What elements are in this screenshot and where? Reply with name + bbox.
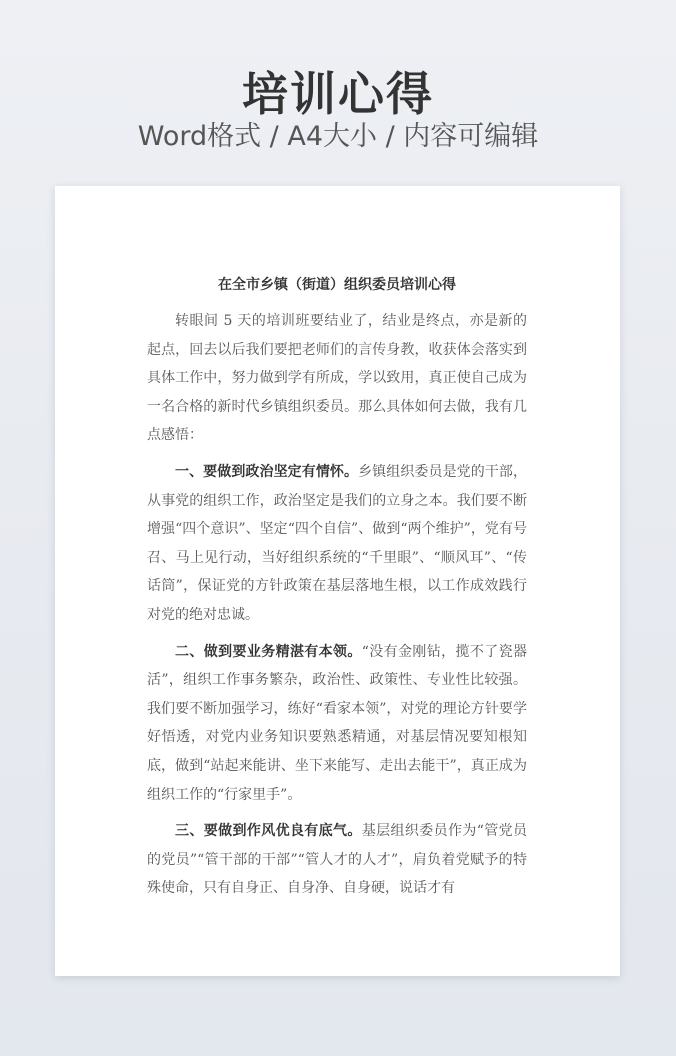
document-page <box>55 186 620 976</box>
paragraph-lead: 三、要做到作风优良有底气。 <box>175 823 362 840</box>
page-header <box>0 0 676 180</box>
paragraph-text: 转眼间 5 天的培训班要结业了，结业是终点，亦是新的起点，回去以后我们要把老师们的言传身教，收获体会落实到具体工作中，努力做到学有所成，学以致用，真正使自己成为一名合格的新时代乡镇组织委员。那么具体如何去做，我有几点感悟： <box>147 313 527 444</box>
paragraph-text: 乡镇组织委员是党的干部，从事党的组织工作，政治坚定是我们的立身之本。我们要不断增强“四个意识”、坚定“四个自信”、做到“两个维护”，党有号召、马上见行动，当好组织系统的“千里眼”、“顺风耳”、“传话筒”，保证党的方针政策在基层落地生根，以工作成效践行对党的绝对忠诚。 <box>147 463 528 623</box>
paragraph-intro <box>147 307 527 450</box>
paragraph-lead: 二、做到要业务精湛有本领。 <box>175 643 362 660</box>
paragraph-text: “没有金刚钻，揽不了瓷器活”，组织工作事务繁杂，政治性、政策性、专业性比较强。我们要不断加强学习，练好“看家本领”，对党的理论方针要学好悟透，对党内业务知识要熟悉精通，对基层情况要知根知底，做到“站起来能讲、坐下来能写、走出去能干”，真正成为组织工作的“行家里手”。 <box>147 643 527 803</box>
document-body <box>147 275 527 911</box>
paragraph-point-2 <box>147 638 527 810</box>
page-subtitle: Word格式 / A4大小 / 内容可编辑 <box>137 121 539 152</box>
paragraph-point-1 <box>147 458 527 630</box>
paragraph-point-3 <box>147 817 527 903</box>
paragraph-lead: 一、要做到政治坚定有情怀。 <box>175 463 359 480</box>
page-title: 培训心得 <box>242 67 434 121</box>
document-title: 在全市乡镇（街道）组织委员培训心得 <box>218 277 456 293</box>
paragraph-text: 基层组织委员作为“管党员的党员”“管干部的干部”“管人才的人才”，肩负着党赋予的特殊使命，只有自身正、自身净、自身硬，说话才有 <box>147 823 527 897</box>
